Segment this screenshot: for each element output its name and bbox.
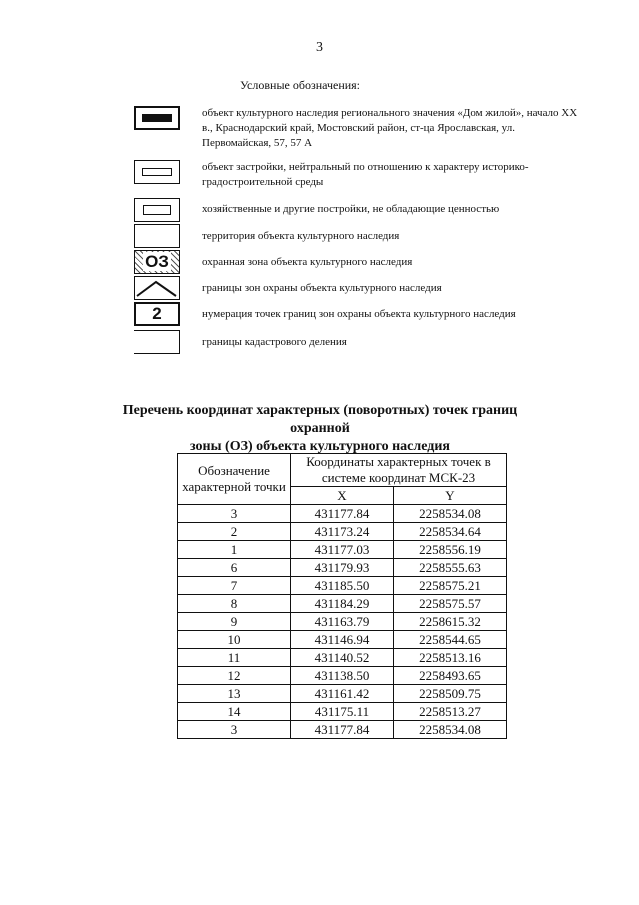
y-cell: 2258534.64 [394, 523, 507, 541]
coords-column-header: Координаты характерных точек в системе координат МСК-23 [291, 454, 507, 487]
y-cell: 2258615.32 [394, 613, 507, 631]
point-cell: 12 [178, 667, 291, 685]
legend-text: нумерация точек границ зон охраны объекта культурного наследия [202, 308, 516, 320]
point-cell: 2 [178, 523, 291, 541]
x-cell: 431179.93 [291, 559, 394, 577]
legend-item-heritage-object [134, 106, 582, 151]
legend-item-zone-border [134, 276, 582, 300]
heading-line-2: зоны (ОЗ) объекта культурного наследия [190, 439, 450, 454]
x-cell: 431173.24 [291, 523, 394, 541]
legend-text: границы зон охраны объекта культурного наследия [202, 282, 442, 294]
heritage-object-symbol [134, 106, 180, 130]
protection-zone-symbol [134, 250, 180, 274]
legend-text: территория объекта культурного наследия [202, 230, 400, 242]
y-cell: 2258575.21 [394, 577, 507, 595]
table-row [178, 595, 507, 613]
zone-label: ОЗ [145, 252, 169, 271]
legend-text: границы кадастрового деления [202, 336, 347, 348]
y-cell: 2258509.75 [394, 685, 507, 703]
x-cell: 431177.03 [291, 541, 394, 559]
y-cell: 2258555.63 [394, 559, 507, 577]
legend-item-point-number [134, 302, 582, 326]
y-column-header: Y [394, 487, 507, 505]
point-cell: 9 [178, 613, 291, 631]
coordinates-table [177, 453, 507, 739]
legend-item-protection-zone [134, 250, 582, 274]
x-cell: 431184.29 [291, 595, 394, 613]
legend-item-cadastral [134, 330, 582, 354]
table-row [178, 541, 507, 559]
x-cell: 431146.94 [291, 631, 394, 649]
legend-text: хозяйственные и другие постройки, не обладающие ценностью [202, 203, 500, 215]
legend-text: охранная зона объекта культурного наследия [202, 256, 413, 268]
cadastral-symbol [134, 330, 180, 354]
x-cell: 431175.11 [291, 703, 394, 721]
y-cell: 2258544.65 [394, 631, 507, 649]
point-cell: 11 [178, 649, 291, 667]
table-row [178, 703, 507, 721]
point-cell: 3 [178, 505, 291, 523]
x-cell: 431177.84 [291, 721, 394, 739]
legend-text: объект застройки, нейтральный по отношению к характеру историко-градостроительной среды [202, 161, 529, 188]
heading-line-1: Перечень координат характерных (поворотных) точек границ охранной [122, 403, 518, 436]
territory-symbol [134, 224, 180, 248]
table-row [178, 649, 507, 667]
y-cell: 2258575.57 [394, 595, 507, 613]
table-row [178, 505, 507, 523]
x-column-header: X [291, 487, 394, 505]
y-cell: 2258556.19 [394, 541, 507, 559]
point-cell: 7 [178, 577, 291, 595]
table-row [178, 577, 507, 595]
table-row [178, 613, 507, 631]
table-row [178, 667, 507, 685]
page-number: 3 [316, 40, 323, 55]
y-cell: 2258534.08 [394, 505, 507, 523]
point-cell: 8 [178, 595, 291, 613]
point-cell: 1 [178, 541, 291, 559]
table-row [178, 559, 507, 577]
legend-item-neutral-building [134, 160, 582, 190]
point-cell: 3 [178, 721, 291, 739]
point-cell: 10 [178, 631, 291, 649]
y-cell: 2258534.08 [394, 721, 507, 739]
x-cell: 431138.50 [291, 667, 394, 685]
table-row [178, 685, 507, 703]
point-cell: 6 [178, 559, 291, 577]
table-row [178, 721, 507, 739]
table-heading [100, 402, 540, 456]
point-column-header: Обозначение характерной точки [178, 454, 291, 505]
y-cell: 2258493.65 [394, 667, 507, 685]
point-cell: 14 [178, 703, 291, 721]
zone-border-symbol [134, 276, 180, 300]
point-number-symbol [134, 302, 180, 326]
table-row [178, 523, 507, 541]
x-cell: 431140.52 [291, 649, 394, 667]
point-number-label: 2 [152, 304, 162, 323]
x-cell: 431161.42 [291, 685, 394, 703]
legend-title: Условные обозначения: [240, 78, 361, 92]
y-cell: 2258513.27 [394, 703, 507, 721]
outbuilding-symbol [134, 198, 180, 222]
x-cell: 431163.79 [291, 613, 394, 631]
table-row [178, 631, 507, 649]
x-cell: 431177.84 [291, 505, 394, 523]
neutral-building-symbol [134, 160, 180, 184]
x-cell: 431185.50 [291, 577, 394, 595]
legend-item-outbuilding [134, 198, 582, 222]
legend-item-territory [134, 224, 582, 248]
y-cell: 2258513.16 [394, 649, 507, 667]
legend-text: объект культурного наследия регионального значения «Дом жилой», начало XX в., Краснодарский край, Мостовский район, ст-ца Ярославская, ул. Первомайская, 57, 57 А [202, 107, 578, 149]
point-cell: 13 [178, 685, 291, 703]
